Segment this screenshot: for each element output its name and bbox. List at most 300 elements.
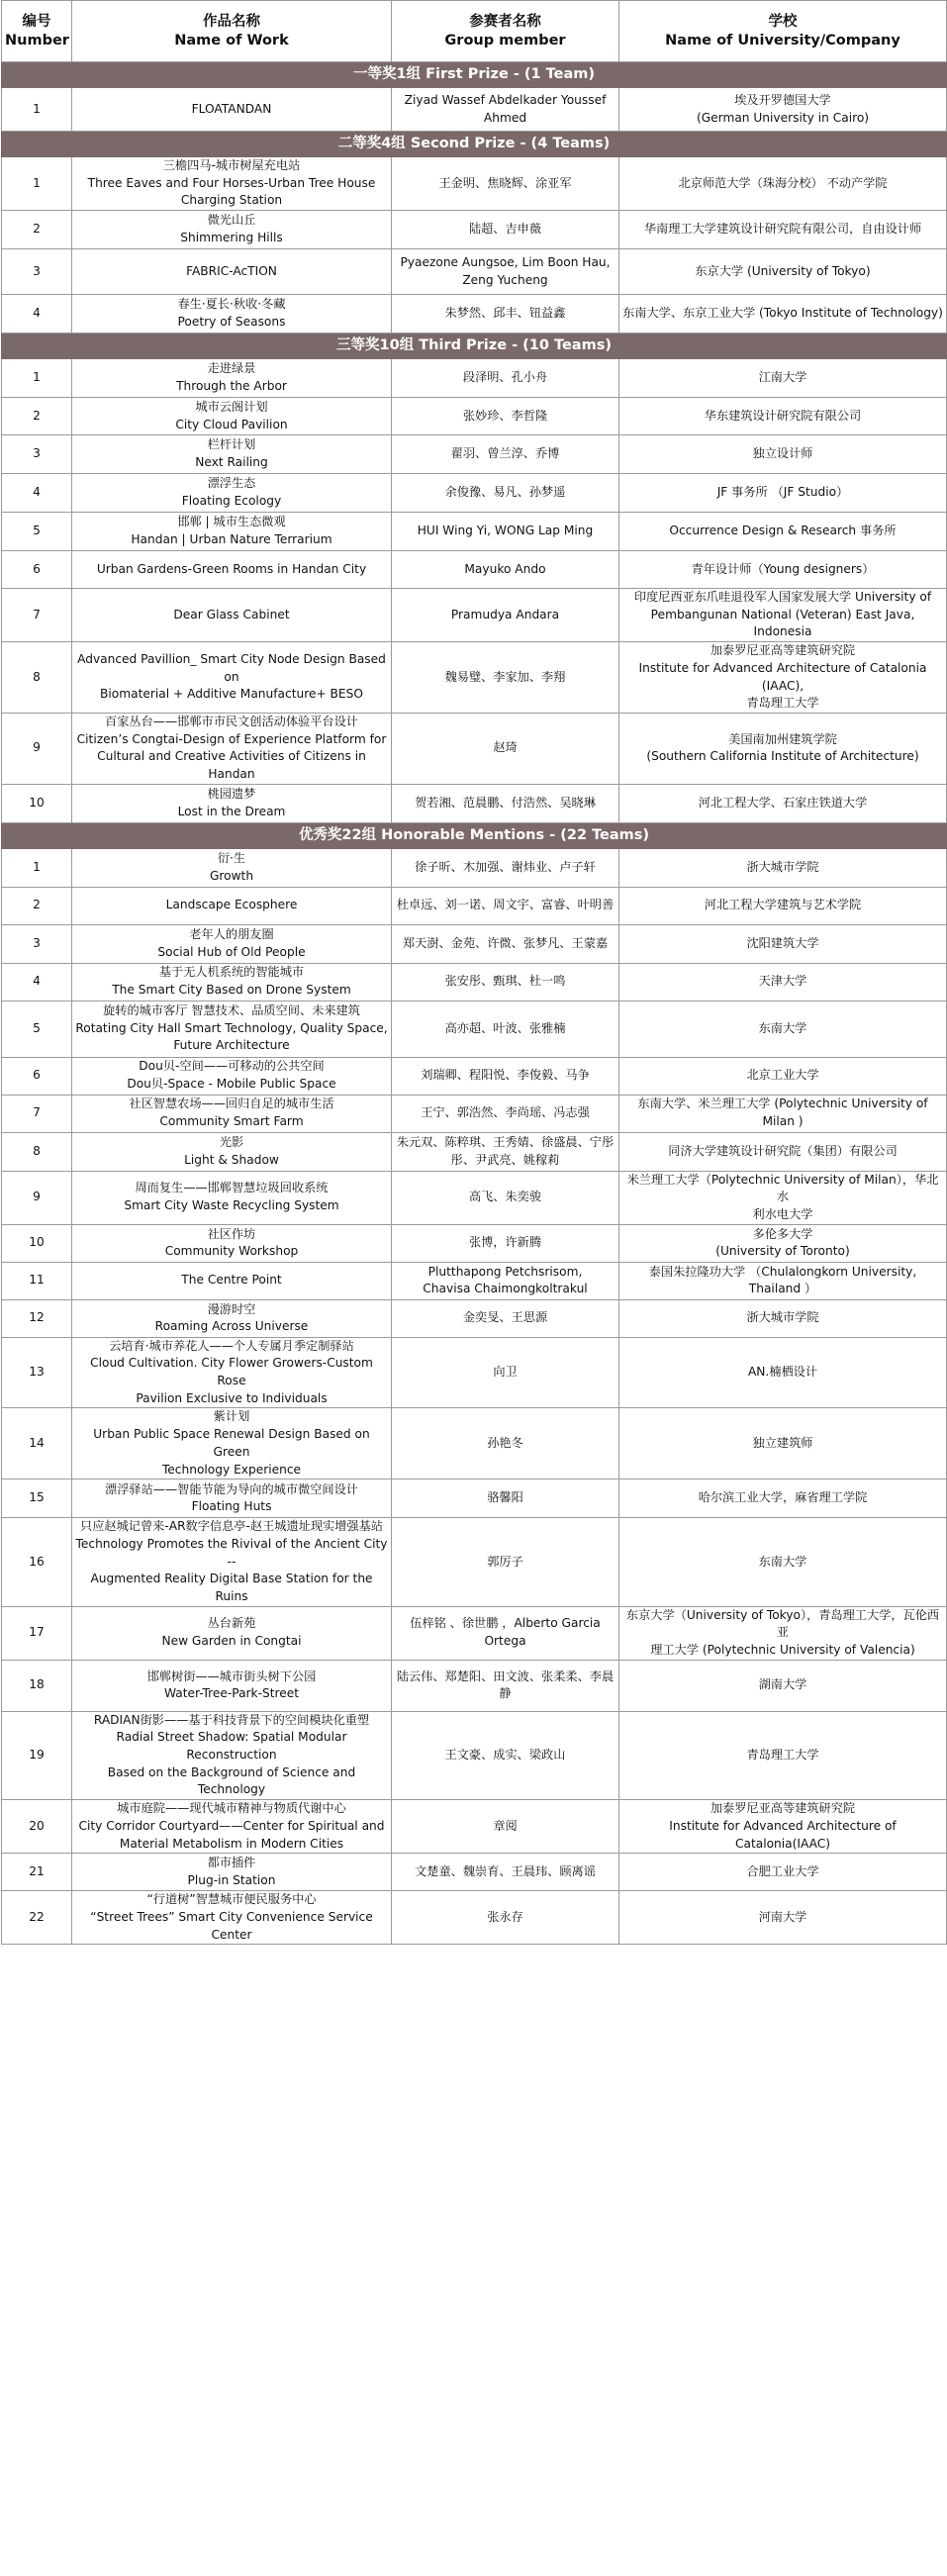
- group-member-line: 朱梦然、邱丰、钮益鑫: [444, 306, 566, 321]
- group-member: [392, 887, 619, 924]
- university: [619, 1800, 947, 1854]
- table-row: [2, 1095, 947, 1132]
- university-line: 青岛理工大学: [746, 1748, 819, 1763]
- entry-number: 6: [2, 1057, 72, 1095]
- header-number: 编号 Number: [2, 1, 72, 62]
- university-line: AN.楠栖设计: [747, 1365, 818, 1380]
- work-name: [72, 784, 392, 822]
- university: [619, 1711, 947, 1799]
- work-name-line: RADIAN街影——基于科技背景下的空间模块化重塑: [93, 1712, 370, 1727]
- work-name-line: Technology Experience: [161, 1462, 302, 1477]
- work-name-line: Rotating City Hall Smart Technology, Quality Space,: [75, 1020, 388, 1035]
- table-row: [2, 1518, 947, 1606]
- group-member: [392, 1800, 619, 1854]
- work-name-line: Three Eaves and Four Horses-Urban Tree House: [87, 175, 376, 190]
- work-name-line: Material Metabolism in Modern Cities: [119, 1836, 344, 1851]
- work-name: [72, 887, 392, 924]
- table-row: [2, 1132, 947, 1171]
- group-member: [392, 589, 619, 642]
- entry-number: 5: [2, 513, 72, 551]
- group-member: [392, 1262, 619, 1299]
- table-row: [2, 1262, 947, 1299]
- entry-number: 12: [2, 1299, 72, 1337]
- work-name: [72, 1262, 392, 1299]
- prize-section-title: 二等奖4组 Second Prize - (4 Teams): [2, 132, 947, 157]
- work-name-line: Dear Glass Cabinet: [173, 607, 290, 621]
- university: [619, 435, 947, 474]
- university-line: 理工大学 (Polytechnic University of Valencia): [650, 1643, 915, 1657]
- entry-number: 3: [2, 435, 72, 474]
- entry-number: 21: [2, 1854, 72, 1891]
- work-name-line: “行道树”智慧城市便民服务中心: [146, 1892, 317, 1907]
- work-name-line: FLOATANDAN: [191, 101, 272, 116]
- group-member-line: 伍梓铭 、徐世鹏 ，Alberto Garcia: [410, 1616, 601, 1631]
- table-row: [2, 1606, 947, 1660]
- work-name-line: Poetry of Seasons: [177, 315, 286, 330]
- group-member: [392, 963, 619, 1001]
- table-row: [2, 1171, 947, 1224]
- table-row: [2, 963, 947, 1001]
- university: [619, 551, 947, 589]
- table-row: [2, 1299, 947, 1337]
- group-member: [392, 1854, 619, 1891]
- work-name: [72, 1479, 392, 1518]
- entry-number: 22: [2, 1891, 72, 1945]
- university-line: (Southern California Institute of Architecture): [646, 749, 919, 764]
- university-line: Pembangunan National (Veteran) East Java, Indonesia: [650, 607, 915, 639]
- entry-number: 15: [2, 1479, 72, 1518]
- entry-number: 8: [2, 1132, 72, 1171]
- group-member-line: 陆云伟、郑楚阳、田文波、张柔柔、李晨: [396, 1669, 615, 1683]
- work-name-line: Water-Tree-Park-Street: [163, 1686, 300, 1701]
- group-member: [392, 1606, 619, 1660]
- work-name: [72, 1095, 392, 1132]
- work-name-line: 丛台新苑: [207, 1616, 256, 1631]
- group-member-line: 郑天澍、金苑、许微、张梦凡、王蒙嘉: [402, 935, 609, 950]
- group-member: [392, 1001, 619, 1057]
- work-name: [72, 1001, 392, 1057]
- university-line: 东京大学（University of Tokyo），青岛理工大学，瓦伦西亚: [625, 1607, 940, 1640]
- university-line: 浙大城市学院: [746, 1310, 819, 1325]
- entry-number: 1: [2, 157, 72, 211]
- header-member: 参赛者名称 Group member: [392, 1, 619, 62]
- entry-number: 6: [2, 551, 72, 589]
- work-name: [72, 1660, 392, 1711]
- work-name: [72, 642, 392, 714]
- university-line: 河北工程大学、石家庄铁道大学: [698, 795, 868, 810]
- entry-number: 16: [2, 1518, 72, 1606]
- header-school: 学校 Name of University/Company: [619, 1, 947, 62]
- university: [619, 1262, 947, 1299]
- group-member-line: 静: [499, 1686, 512, 1701]
- group-member-line: 赵琦: [493, 740, 518, 755]
- university: [619, 157, 947, 211]
- table-row: [2, 551, 947, 589]
- work-name-line: Cultural and Creative Activities of Citizens in Handan: [97, 749, 366, 781]
- university: [619, 1891, 947, 1945]
- university-line: 东京大学 (University of Tokyo): [695, 263, 871, 278]
- group-member: [392, 1479, 619, 1518]
- work-name: [72, 1171, 392, 1224]
- table-row: [2, 848, 947, 887]
- work-name-line: Urban Gardens-Green Rooms in Handan City: [96, 561, 367, 576]
- group-member-line: 刘瑞卿、程阳悦、李俊毅、马争: [421, 1068, 590, 1083]
- group-member-line: 高亦超、叶波、张雅楠: [444, 1020, 566, 1035]
- group-member-line: 张安彤、甄琪、杜一鸣: [444, 974, 566, 989]
- table-row: [2, 1711, 947, 1799]
- group-member: [392, 474, 619, 513]
- work-name-line: 栏杆计划: [207, 437, 256, 452]
- entry-number: 7: [2, 589, 72, 642]
- work-name: [72, 513, 392, 551]
- work-name-line: 三檐四马-城市树屋充电站: [162, 158, 301, 172]
- university-line: 青年设计师（Young designers）: [691, 561, 875, 576]
- work-name: [72, 249, 392, 295]
- work-name: [72, 1606, 392, 1660]
- work-name: [72, 1057, 392, 1095]
- work-name-line: Light & Shadow: [184, 1152, 279, 1167]
- university: [619, 784, 947, 822]
- group-member: [392, 359, 619, 398]
- group-member-line: 孙艳冬: [487, 1435, 523, 1450]
- work-name-line: 漂浮生态: [207, 476, 256, 491]
- entry-number: 14: [2, 1408, 72, 1479]
- entry-number: 13: [2, 1337, 72, 1408]
- university: [619, 1224, 947, 1262]
- work-name-line: 衍·生: [217, 850, 246, 865]
- work-name-line: Technology Promotes the Rivival of the Ancient City --: [75, 1536, 388, 1569]
- work-name-line: 桃园遗梦: [207, 786, 256, 801]
- work-name-line: Landscape Ecosphere: [165, 898, 298, 912]
- work-name-line: Urban Public Space Renewal Design Based on Green: [93, 1427, 370, 1459]
- university-line: 加泰罗尼亚高等建筑研究院: [710, 643, 856, 658]
- work-name-line: Lost in the Dream: [177, 804, 286, 818]
- group-member: [392, 1095, 619, 1132]
- university-line: 合肥工业大学: [746, 1863, 819, 1878]
- work-name-line: The Smart City Based on Drone System: [112, 983, 351, 998]
- awards-table: [1, 0, 947, 1945]
- work-name: [72, 359, 392, 398]
- work-name: [72, 1408, 392, 1479]
- table-row: [2, 1479, 947, 1518]
- group-member: [392, 295, 619, 334]
- group-member-line: 朱元双、陈粹琪、王秀婧、徐盛晨、宁彤: [396, 1134, 615, 1149]
- work-name-line: 只应赵城记曾来-AR数字信息亭-赵王城遗址现实增强基站: [80, 1519, 383, 1534]
- group-member: [392, 157, 619, 211]
- work-name-line: Smart City Waste Recycling System: [124, 1198, 339, 1213]
- table-row: [2, 887, 947, 924]
- entry-number: 18: [2, 1660, 72, 1711]
- work-name-line: Social Hub of Old People: [157, 944, 306, 959]
- entry-number: 3: [2, 924, 72, 963]
- entry-number: 10: [2, 784, 72, 822]
- work-name-line: 走进绿景: [207, 361, 256, 376]
- header-row: [2, 1, 947, 62]
- entry-number: 10: [2, 1224, 72, 1262]
- work-name-line: 紫计划: [213, 1409, 250, 1424]
- university-line: 华南理工大学建筑设计研究院有限公司，自由设计师: [643, 222, 922, 237]
- entry-number: 7: [2, 1095, 72, 1132]
- university-line: 青岛理工大学: [746, 696, 819, 711]
- work-name-line: Plug-in Station: [187, 1872, 276, 1887]
- work-name: [72, 551, 392, 589]
- table-row: [2, 1408, 947, 1479]
- work-name-line: 周而复生——邯郸智慧垃圾回收系统: [135, 1181, 329, 1195]
- group-member: [392, 1224, 619, 1262]
- group-member-line: Pyaezone Aungsoe, Lim Boon Hau,: [400, 254, 611, 269]
- group-member-line: 段泽明、孔小舟: [462, 370, 548, 385]
- work-name-line: Through the Arbor: [176, 379, 287, 394]
- group-member-line: 骆馨阳: [487, 1490, 523, 1505]
- work-name: [72, 589, 392, 642]
- work-name-line: New Garden in Congtai: [161, 1634, 302, 1649]
- group-member-line: 王宁、郭浩然、李尚瑶、冯志强: [421, 1105, 590, 1120]
- university-line: 北京师范大学（珠海分校） 不动产学院: [678, 175, 888, 190]
- work-name-line: Community Workshop: [164, 1244, 299, 1259]
- table-row: [2, 589, 947, 642]
- university-line: 沈阳建筑大学: [746, 935, 819, 950]
- university: [619, 924, 947, 963]
- university-line: 米兰理工大学（Polytechnic University of Milan），华北水: [626, 1172, 939, 1204]
- work-name: [72, 1800, 392, 1854]
- work-name: [72, 435, 392, 474]
- university: [619, 474, 947, 513]
- group-member: [392, 1057, 619, 1095]
- table-row: [2, 1800, 947, 1854]
- university-line: 华东建筑设计研究院有限公司: [704, 408, 862, 423]
- university: [619, 1132, 947, 1171]
- university-line: 美国南加州建筑学院: [728, 731, 837, 746]
- work-name-line: 城市云阁计划: [195, 399, 268, 414]
- work-name-line: 基于无人机系统的智能城市: [158, 965, 305, 980]
- university-line: 东南大学: [758, 1554, 807, 1569]
- group-member: [392, 1711, 619, 1799]
- group-member: [392, 713, 619, 784]
- entry-number: 4: [2, 295, 72, 334]
- work-name-line: 百家丛台——邯郸市市民文创活动体验平台设计: [105, 714, 358, 728]
- university: [619, 887, 947, 924]
- university-line: Institute for Advanced Architecture of Catalonia(IAAC): [669, 1818, 897, 1851]
- work-name: [72, 398, 392, 435]
- group-member-line: 贺若湘、范晨鹏、付浩然、吴晓琳: [415, 795, 596, 810]
- university: [619, 211, 947, 249]
- table-row: [2, 1660, 947, 1711]
- entry-number: 4: [2, 963, 72, 1001]
- group-member-line: 高飞、朱奕骏: [468, 1190, 542, 1204]
- work-name: [72, 474, 392, 513]
- work-name-line: Charging Station: [180, 193, 283, 208]
- group-member: [392, 1299, 619, 1337]
- university: [619, 1057, 947, 1095]
- entry-number: 2: [2, 211, 72, 249]
- work-name: [72, 1299, 392, 1337]
- group-member: [392, 211, 619, 249]
- entry-number: 1: [2, 848, 72, 887]
- university-line: 东南大学: [758, 1020, 807, 1035]
- work-name: [72, 295, 392, 334]
- work-name-line: Cloud Cultivation. City Flower Growers-Custom Rose: [90, 1356, 373, 1388]
- work-name-line: Floating Ecology: [181, 494, 282, 509]
- table-row: [2, 713, 947, 784]
- header-work: 作品名称 Name of Work: [72, 1, 392, 62]
- university-line: Institute for Advanced Architecture of Catalonia (IAAC),: [638, 660, 927, 693]
- work-name-line: Handan | Urban Nature Terrarium: [131, 532, 332, 547]
- group-member-line: 文楚童、魏崇育、王晨玮、顾离谣: [415, 1863, 596, 1878]
- university-line: 北京工业大学: [746, 1068, 819, 1083]
- table-row: [2, 157, 947, 211]
- university: [619, 513, 947, 551]
- group-member: [392, 88, 619, 132]
- work-name: [72, 211, 392, 249]
- university-line: 加泰罗尼亚高等建筑研究院: [710, 1801, 856, 1816]
- group-member-line: Zeng Yucheng: [462, 272, 548, 287]
- work-name-line: Dou贝-空间——可移动的公共空间: [139, 1059, 325, 1074]
- university-line: JF 事务所 （JF Studio）: [716, 485, 849, 500]
- entry-number: 5: [2, 1001, 72, 1057]
- university: [619, 963, 947, 1001]
- group-member-line: 郭厉子: [487, 1554, 523, 1569]
- prize-section-title: 三等奖10组 Third Prize - (10 Teams): [2, 334, 947, 359]
- group-member: [392, 249, 619, 295]
- prize-section-title: 一等奖1组 First Prize - (1 Team): [2, 62, 947, 88]
- group-member-line: Plutthapong Petchsrisom,: [427, 1264, 583, 1279]
- group-member: [392, 1171, 619, 1224]
- entry-number: 1: [2, 88, 72, 132]
- work-name-line: 春生·夏长·秋收·冬藏: [177, 297, 286, 312]
- work-name-line: 邯郸 | 城市生态微观: [177, 515, 286, 529]
- work-name: [72, 1518, 392, 1606]
- table-row: [2, 88, 947, 132]
- work-name: [72, 1224, 392, 1262]
- table-row: [2, 513, 947, 551]
- work-name: [72, 1337, 392, 1408]
- group-member-line: Mayuko Ando: [464, 561, 546, 576]
- group-member-line: 张妙珍、李哲隆: [462, 408, 548, 423]
- group-member-line: 王文豪、成实、梁政山: [444, 1748, 566, 1763]
- work-name-line: 云培育·城市养花人——个人专属月季定制驿站: [109, 1338, 354, 1353]
- entry-number: 1: [2, 359, 72, 398]
- university-line: 同济大学建筑设计研究院（集团）有限公司: [668, 1143, 898, 1158]
- work-name-line: Shimmering Hills: [180, 231, 283, 245]
- entry-number: 8: [2, 642, 72, 714]
- university: [619, 1518, 947, 1606]
- work-name: [72, 848, 392, 887]
- university: [619, 1854, 947, 1891]
- group-member-line: 陆超、吉申薇: [468, 222, 542, 237]
- prize-section-header: [2, 334, 947, 359]
- university-line: 江南大学: [758, 370, 807, 385]
- university-line: 天津大学: [758, 974, 807, 989]
- group-member: [392, 513, 619, 551]
- group-member-line: 杜卓远、刘一诺、周文宇、富睿、叶明善: [396, 898, 615, 912]
- work-name-line: The Centre Point: [181, 1273, 282, 1288]
- entry-number: 3: [2, 249, 72, 295]
- group-member: [392, 1660, 619, 1711]
- work-name-line: Floating Huts: [191, 1499, 272, 1514]
- group-member-line: 张永存: [487, 1909, 523, 1924]
- university-line: 河南大学: [758, 1909, 807, 1924]
- university-line: (German University in Cairo): [696, 110, 870, 125]
- entry-number: 9: [2, 1171, 72, 1224]
- university-line: Occurrence Design & Research 事务所: [669, 524, 897, 538]
- group-member-line: Ahmed: [483, 110, 527, 125]
- group-member-line: 章阅: [493, 1818, 518, 1833]
- university: [619, 1479, 947, 1518]
- work-name-line: 漫游时空: [207, 1301, 256, 1316]
- university: [619, 848, 947, 887]
- work-name-line: 邯郸树街——城市街头树下公园: [146, 1669, 317, 1683]
- work-name-line: 漂浮驿站——智能节能为导向的城市微空间设计: [105, 1481, 358, 1496]
- university-line: 泰国朱拉隆功大学 （Chulalongkorn University, Thailand ）: [648, 1264, 917, 1296]
- entry-number: 2: [2, 398, 72, 435]
- table-row: [2, 784, 947, 822]
- work-name: [72, 88, 392, 132]
- university: [619, 1171, 947, 1224]
- work-name-line: 光影: [219, 1134, 244, 1149]
- university: [619, 713, 947, 784]
- university: [619, 359, 947, 398]
- group-member-line: Pramudya Andara: [450, 607, 560, 621]
- group-member: [392, 642, 619, 714]
- university: [619, 1660, 947, 1711]
- table-row: [2, 435, 947, 474]
- work-name: [72, 1854, 392, 1891]
- group-member-line: 向卫: [493, 1365, 518, 1380]
- work-name: [72, 1711, 392, 1799]
- university: [619, 295, 947, 334]
- university: [619, 1337, 947, 1408]
- group-member: [392, 1132, 619, 1171]
- work-name-line: Next Railing: [195, 455, 268, 470]
- table-row: [2, 249, 947, 295]
- work-name-line: City Corridor Courtyard——Center for Spiritual and: [78, 1818, 385, 1833]
- table-row: [2, 1001, 947, 1057]
- work-name-line: Dou贝-Space - Mobile Public Space: [127, 1077, 336, 1092]
- entry-number: 17: [2, 1606, 72, 1660]
- table-row: [2, 1891, 947, 1945]
- work-name-line: 城市庭院——现代城市精神与物质代谢中心: [117, 1801, 346, 1816]
- work-name-line: Roaming Across Universe: [154, 1319, 309, 1334]
- university-line: 印度尼西亚东爪哇退役军人国家发展大学 University of: [633, 590, 932, 605]
- work-name-line: Citizen’s Congtai-Design of Experience Platform for: [76, 731, 387, 746]
- group-member-line: 王金明、焦晓辉、涂亚军: [438, 175, 572, 190]
- university: [619, 1095, 947, 1132]
- work-name-line: 微光山丘: [207, 213, 256, 228]
- work-name: [72, 924, 392, 963]
- table-row: [2, 398, 947, 435]
- university-line: 东南大学、东京工业大学 (Tokyo Institute of Technology): [622, 306, 943, 321]
- work-name-line: Biomaterial + Additive Manufacture+ BESO: [100, 687, 363, 702]
- university-line: 多伦多大学: [752, 1226, 813, 1241]
- university-line: 独立建筑师: [752, 1435, 813, 1450]
- work-name: [72, 1132, 392, 1171]
- group-member-line: 徐子昕、木加强、谢炜业、卢子轩: [415, 859, 596, 874]
- prize-section-header: [2, 822, 947, 848]
- prize-section-header: [2, 62, 947, 88]
- prize-section-header: [2, 132, 947, 157]
- university: [619, 88, 947, 132]
- work-name: [72, 1891, 392, 1945]
- work-name: [72, 713, 392, 784]
- table-row: [2, 1057, 947, 1095]
- university: [619, 1001, 947, 1057]
- entry-number: 20: [2, 1800, 72, 1854]
- group-member: [392, 1408, 619, 1479]
- table-row: [2, 474, 947, 513]
- table-row: [2, 1337, 947, 1408]
- group-member-line: 彤、尹武亮、姚稼莉: [450, 1152, 560, 1167]
- university-line: 东南大学、米兰理工大学 (Polytechnic University of Milan ): [637, 1097, 928, 1129]
